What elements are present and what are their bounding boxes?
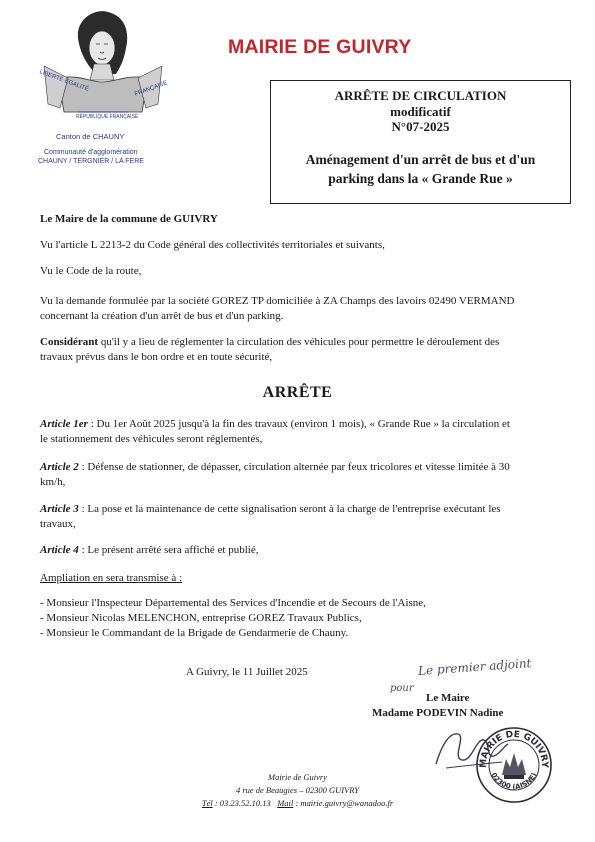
decree-object-line-1: Aménagement d'un arrêt de bus et d'un (305, 151, 536, 167)
considerant-line-1 (40, 335, 499, 350)
footer-tel-label: Tél (201, 798, 213, 808)
recipient-1: - Monsieur l'Inspecteur Départemental des Services d'Incendie et de Secours de l'Aisne, (40, 597, 426, 609)
considerant-text: qu'il y a lieu de réglementer la circulation des véhicules pour permettre le déroulement des (98, 336, 500, 348)
footer-mairie: Mairie de Guivry (267, 772, 327, 782)
article-2-text: : Défense de stationner, de dépasser, circulation alternée par feux tricolores et vitesse limitée à 30 (78, 461, 510, 473)
article-1-label: Article 1er (40, 418, 88, 430)
logo-republic: RÉPUBLIQUE FRANÇAISE (76, 114, 139, 120)
logo-community-2: CHAUNY / TERGNIER / LA FERE (38, 158, 144, 165)
ampliation-heading: Ampliation en sera transmise à : (40, 572, 183, 584)
article-2-label: Article 2 (40, 461, 79, 473)
place-date: A Guivry, le 11 Juillet 2025 (186, 666, 308, 678)
intro-line: Le Maire de la commune de GUIVRY (40, 213, 218, 225)
handwritten-adjoint: Le premier adjoint (417, 656, 532, 678)
decree-type: ARRÊTE DE CIRCULATION (334, 88, 507, 103)
vu-demande-line-2: concernant la création d'un arrêt de bus et d'un parking. (40, 310, 284, 322)
logo-motto-left: LIBERTÉ ÉGALITÉ (38, 69, 90, 93)
article-2-line-2: km/h, (40, 476, 66, 488)
marianne-bust-icon (38, 8, 168, 128)
footer-address: 4 rue de Beaugies – 02300 GUIVRY (235, 785, 360, 795)
article-4-line-1 (40, 543, 259, 558)
logo-motto-right: FRANÇAISE (134, 80, 169, 98)
stamp-text-bottom: 02300 (AISNE) (489, 771, 539, 792)
decree-object-line-2: parking dans la « Grande Rue » (328, 170, 513, 186)
page-title: MAIRIE DE GUIVRY (228, 36, 412, 58)
signatory-name: Madame PODEVIN Nadine (372, 707, 504, 719)
recipient-3: - Monsieur le Commandant de la Brigade de Gendarmerie de Chauny. (40, 627, 349, 639)
decree-number: N°07-2025 (391, 119, 450, 134)
footer-mail-value: : mairie.guivry@wanadoo.fr (293, 798, 394, 808)
recipient-2: - Monsieur Nicolas MELENCHON, entreprise GOREZ Travaux Publics, (40, 612, 362, 624)
stamp-text-top: MAIRIE DE GUIVRY (478, 729, 550, 769)
footer-tel-value: : 03.23.52.10.13 (212, 798, 271, 808)
article-1-line-1 (40, 417, 510, 432)
vu-code-route: Vu le Code de la route, (40, 265, 142, 277)
article-1-line-2: le stationnement des véhicules seront réglementés, (40, 433, 263, 445)
footer-mail-label: Mail (277, 798, 294, 808)
logo-community-1: Communauté d'agglomération (44, 149, 138, 156)
vu-article: Vu l'article L 2213-2 du Code général des collectivités territoriales et suivants, (40, 239, 385, 251)
article-3-line-1 (40, 502, 501, 517)
decree-subtype: modificatif (390, 103, 451, 119)
considerant-line-2: travaux prévus dans le bon ordre et en toute sécurité, (40, 351, 273, 363)
article-4-label: Article 4 (40, 544, 79, 556)
article-2-line-1 (40, 460, 510, 475)
handwritten-pour: pour (390, 683, 414, 694)
article-4-text: : Le présent arrêté sera affiché et publié, (78, 544, 259, 556)
decree-title-box (270, 80, 571, 204)
article-1-text: : Du 1er Août 2025 jusqu'à la fin des travaux (environ 1 mois), « Grande Rue » la circulation et (87, 418, 510, 430)
footer-contact (0, 798, 595, 809)
logo-canton: Canton de CHAUNY (56, 132, 125, 141)
article-3-label: Article 3 (40, 503, 79, 515)
signatory-role: Le Maire (426, 692, 470, 704)
article-3-line-2: travaux, (40, 518, 76, 530)
vu-demande-line-1: Vu la demande formulée par la société GOREZ TP domiciliée à ZA Champs des lavoirs 02490 VERMAND (40, 295, 515, 307)
considerant-label: Considérant (40, 336, 99, 348)
marianne-logo (38, 8, 168, 178)
article-3-text: : La pose et la maintenance de cette signalisation seront à la charge de l'entreprise exécutant les (78, 503, 501, 515)
arrete-heading: ARRÊTE (262, 384, 333, 401)
